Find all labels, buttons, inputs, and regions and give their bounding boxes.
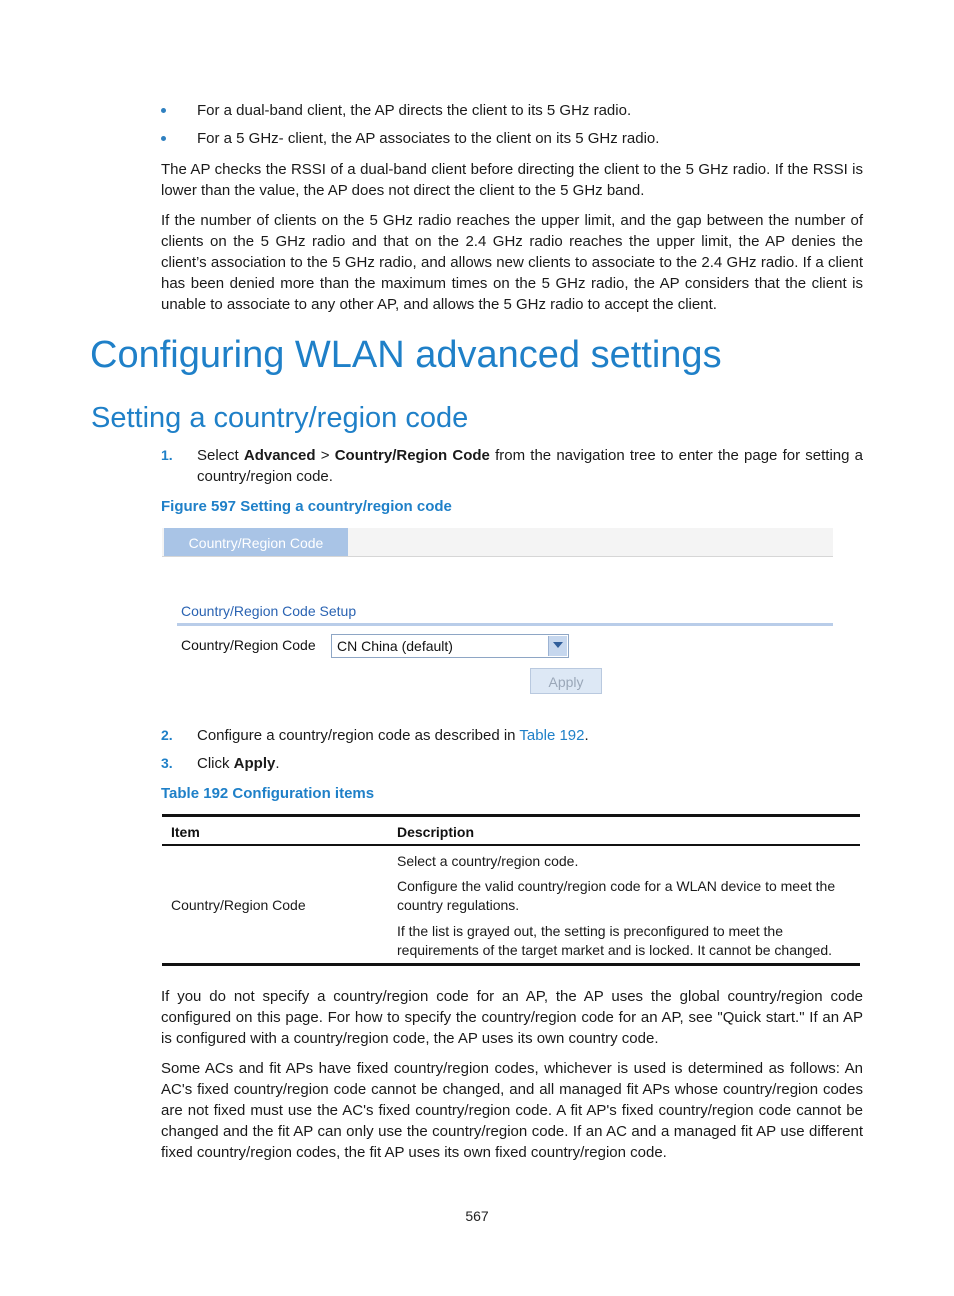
table-cell-description: Configure the valid country/region code for a WLAN device to meet the country regulations.	[397, 878, 836, 913]
table-cell-description: Select a country/region code.	[397, 853, 579, 869]
table-rule	[162, 814, 860, 817]
section-divider	[177, 623, 833, 626]
step-text-part: from the navigation tree to enter the page for setting a country/region code.	[197, 447, 863, 485]
table-192-link[interactable]: Table 192	[519, 727, 585, 744]
table-cell-item: Country/Region Code	[171, 897, 306, 913]
bullet-dot-icon	[161, 108, 166, 113]
paragraph: If the number of clients on the 5 GHz radio reaches the upper limit, and the gap between the number of clients on the 5 GHz radio and that on the 2.4 GHz radio reaches the upper limit, the AP denies the client’s association to the 5 GHz radio, and allows new clients to associate to the 2.4 GHz radio. If a client has been denied more than the maximum times on the 5 GHz radio, the AP considers that the client is unable to associate to any other AP, and allows the 5 GHz radio to accept the client.	[161, 212, 863, 313]
section-title: Setting a country/region code	[91, 402, 469, 434]
bullet-text: For a dual-band client, the AP directs the client to its 5 GHz radio.	[197, 102, 632, 119]
table-caption: Table 192 Configuration items	[161, 785, 375, 802]
setup-section-title: Country/Region Code Setup	[181, 603, 357, 619]
menu-path-country-region: Country/Region Code	[334, 447, 490, 464]
country-region-field-label: Country/Region Code	[181, 637, 316, 653]
table-rule	[162, 963, 860, 966]
table-cell-description: If the list is grayed out, the setting is preconfigured to meet the requirements of the target market and is locked. It cannot be changed.	[397, 923, 833, 958]
step-number: 3.	[161, 755, 173, 771]
step-text	[197, 753, 863, 774]
step-text-part: Select	[197, 447, 244, 464]
tab-country-region-code[interactable]: Country/Region Code	[164, 528, 348, 556]
table-rule	[162, 844, 860, 846]
table-header-description: Description	[397, 824, 475, 840]
paragraph: If you do not specify a country/region code for an AP, the AP uses the global country/region code configured on this page. For how to specify the country/region code for an AP, see "Quick start." If an AP is configured with a country/region code, the AP uses its own country code.	[161, 988, 863, 1047]
step-text	[197, 725, 863, 746]
figure-caption: Figure 597 Setting a country/region code	[161, 498, 452, 515]
step-text-part: Configure a country/region code as described in	[197, 727, 520, 744]
page-number: 567	[465, 1208, 489, 1224]
step-number: 2.	[161, 727, 173, 743]
country-region-select[interactable]	[331, 634, 569, 658]
table-header-item: Item	[171, 824, 200, 840]
dropdown-arrow-button[interactable]	[548, 636, 567, 656]
paragraph: Some ACs and fit APs have fixed country/region codes, whichever is used is determined as follows: An AC's fixed country/region code cannot be changed, and all managed fit APs whose country/region codes are not fixed must use the AC's fixed country/region code. A fit AP's fixed country/region code cannot be changed and the fit AP can only use the country/region code. If an AC and a managed fit AP use different fixed country/region codes, the fit AP uses its own fixed country/region code.	[161, 1060, 863, 1161]
step-text-part: >	[315, 447, 335, 464]
step-text-part: .	[275, 755, 280, 772]
step-text	[197, 445, 863, 487]
step-text-part: .	[584, 727, 589, 744]
bullet-dot-icon	[161, 136, 166, 141]
step-number: 1.	[161, 447, 173, 463]
step-text-part: Click	[197, 755, 234, 772]
chapter-title: Configuring WLAN advanced settings	[90, 334, 722, 376]
paragraph: The AP checks the RSSI of a dual-band client before directing the client to the 5 GHz radio. If the RSSI is lower than the value, the AP does not direct the client to the 5 GHz band.	[161, 161, 863, 199]
chevron-down-icon	[553, 642, 563, 649]
apply-button[interactable]: Apply	[530, 668, 602, 694]
bullet-text: For a 5 GHz- client, the AP associates to the client on its 5 GHz radio.	[197, 130, 660, 147]
apply-reference: Apply	[233, 755, 276, 772]
tab-bar	[162, 528, 833, 557]
menu-path-advanced: Advanced	[243, 447, 316, 464]
select-value: CN China (default)	[337, 638, 453, 654]
